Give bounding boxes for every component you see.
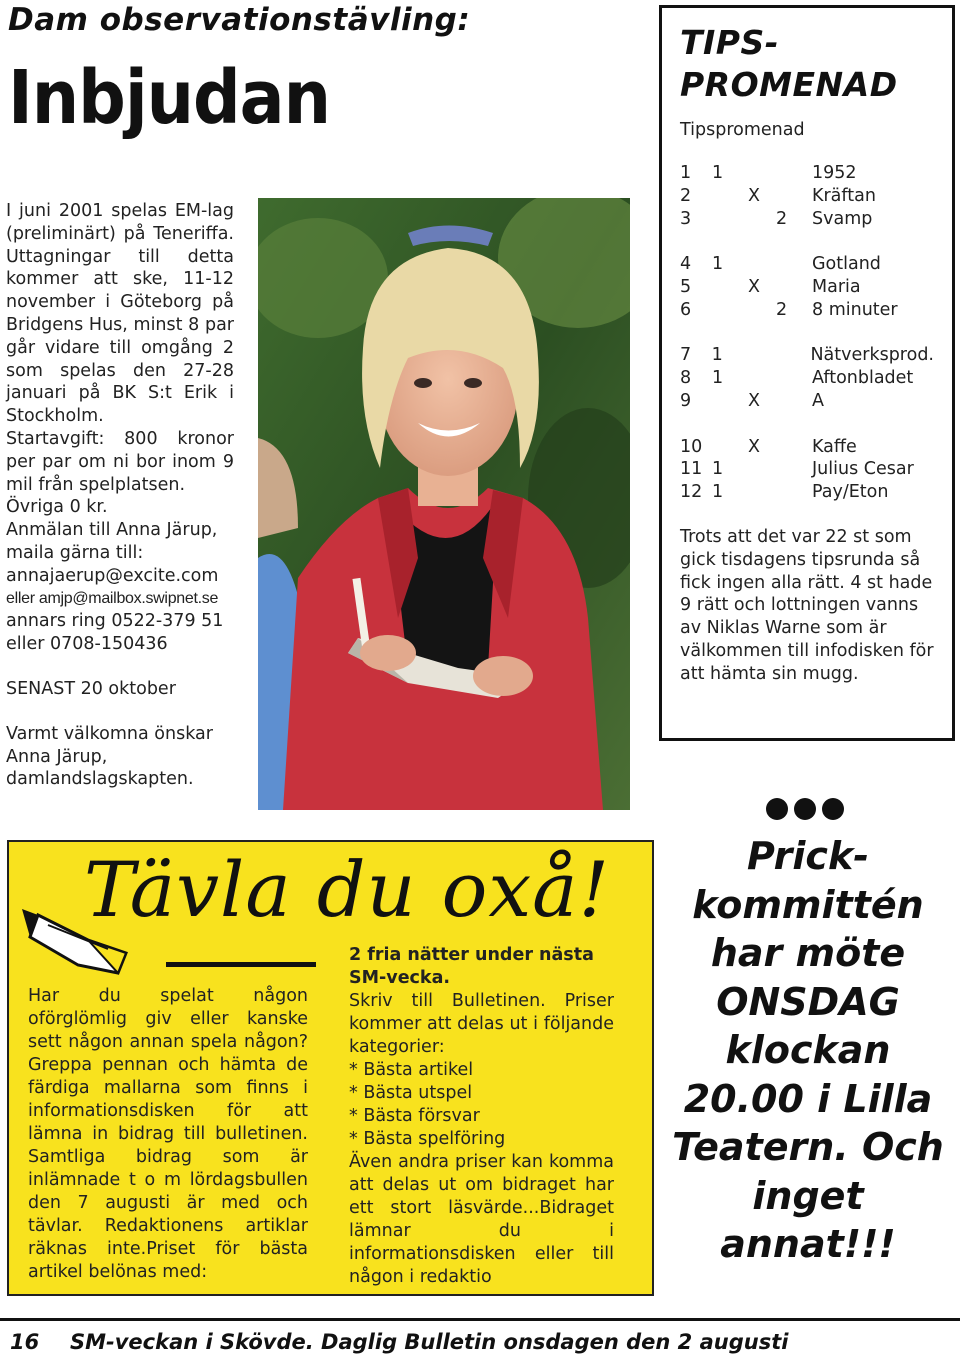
tips-promenad-box — [659, 5, 955, 741]
table-row: 6 2 8 minuter — [680, 299, 898, 320]
decorative-rule — [166, 962, 316, 967]
tips-title: TIPS- PROMENAD — [680, 23, 898, 104]
contest-description: Har du spelat någon oförglömlig giv eller kanske sett någon annan spela någon? Greppa pennan och hämta de färdiga mallarna som finns i informationsdisken för att lämna in bidrag till bulletinen. Samtliga bidrag som är inlämnade t o m lördagsbullen den 7 augusti är med och tävlar. Redaktionens artiklar räknas inte.Priset för bästa artikel belönas med: — [28, 986, 308, 1282]
list-item: * Bästa artikel — [349, 1060, 474, 1080]
table-row: 4 1 Gotland — [680, 254, 881, 275]
other-fee-text: Övriga 0 kr. — [6, 497, 108, 518]
list-item: * Bästa försvar — [349, 1106, 480, 1126]
footer-divider — [0, 1318, 960, 1321]
contact-phone: annars ring 0522-379 51 — [6, 611, 224, 632]
invitation-paragraph: I juni 2001 spelas EM-lag (preliminärt) på Teneriffa. Uttagningar till detta kommer att ske, 11-12 november i Göteborg på Bridgens Hus, minst 8 par går vidare till omgång 2 som spelas den 27-28 januari på BK S:t Erik i Stockholm. — [6, 201, 234, 427]
table-row: 2 X Kräftan — [680, 185, 876, 206]
table-row: 5 X Maria — [680, 276, 861, 297]
three-dots-icon — [766, 798, 844, 820]
invitation-column — [6, 200, 234, 791]
closing-text: Varmt välkomna önskar Anna Järup, damlandslagskapten. — [6, 723, 213, 790]
contact-email-alt[interactable]: eller amjp@mailbox.swipnet.se — [6, 589, 219, 607]
page-number: 16 — [10, 1330, 40, 1354]
portrait-illustration — [258, 198, 630, 810]
prize-heading: 2 fria nätter under nästa SM-vecka. — [349, 945, 594, 988]
tips-answer-table — [680, 162, 934, 504]
table-row: 7 1 Nätverksprod. — [680, 345, 934, 366]
registration-text: Anmälan till Anna Järup, maila gärna till: — [6, 520, 218, 563]
committee-notice: Prick-kommittén har möte ONSDAG klockan 20.00 i Lilla Teatern. Och inget annat!!! — [672, 834, 944, 1266]
table-row: 12 1 Pay/Eton — [680, 482, 889, 503]
article-title: Inbjudan — [8, 55, 331, 141]
publication-line: SM-veckan i Skövde. Daglig Bulletin onsdagen den 2 augusti — [70, 1330, 789, 1354]
contact-phone-alt: eller 0708-150436 — [6, 634, 168, 655]
table-row: 3 2 Svamp — [680, 208, 873, 229]
entry-fee-text: Startavgift: 800 kronor per par om ni bor inom 9 mil från spelplatsen. — [6, 428, 234, 495]
prize-intro: Skriv till Bulletinen. Priser kommer att delas ut i följande kategorier: — [349, 991, 614, 1057]
deadline-text: SENAST 20 oktober — [6, 678, 176, 699]
table-row: 8 1 Aftonbladet — [680, 368, 914, 389]
pen-and-paper-icon — [18, 885, 138, 975]
list-item: * Bästa spelföring — [349, 1129, 506, 1149]
table-row: 10 X Kaffe — [680, 436, 857, 457]
contact-email[interactable]: annajaerup@excite.com — [6, 565, 219, 586]
contest-prize-column — [349, 944, 614, 1289]
contest-title: Tävla du oxå! — [84, 845, 611, 934]
article-kicker: Dam observationstävling: — [8, 2, 471, 38]
table-row: 1 1 1952 — [680, 163, 857, 183]
table-row: 9 X A — [680, 390, 824, 411]
prize-outro: Även andra priser kan komma att delas ut om bidraget har ett stort läsvärde...Bidraget lämnar du i informationsdisken eller till någon i redaktio — [349, 1152, 614, 1287]
table-row: 11 1 Julius Cesar — [680, 459, 914, 480]
page-footer — [10, 1330, 950, 1354]
tips-subtitle: Tipspromenad — [680, 120, 805, 140]
list-item: * Bästa utspel — [349, 1083, 473, 1103]
portrait-photo — [258, 198, 630, 810]
tips-result-note: Trots att det var 22 st som gick tisdagens tipsrunda så fick ingen alla rätt. 4 st hade 9 rätt och lottningen vanns av Niklas Warne som är välkommen till infodisken för att hämta sin mugg. — [680, 526, 934, 684]
